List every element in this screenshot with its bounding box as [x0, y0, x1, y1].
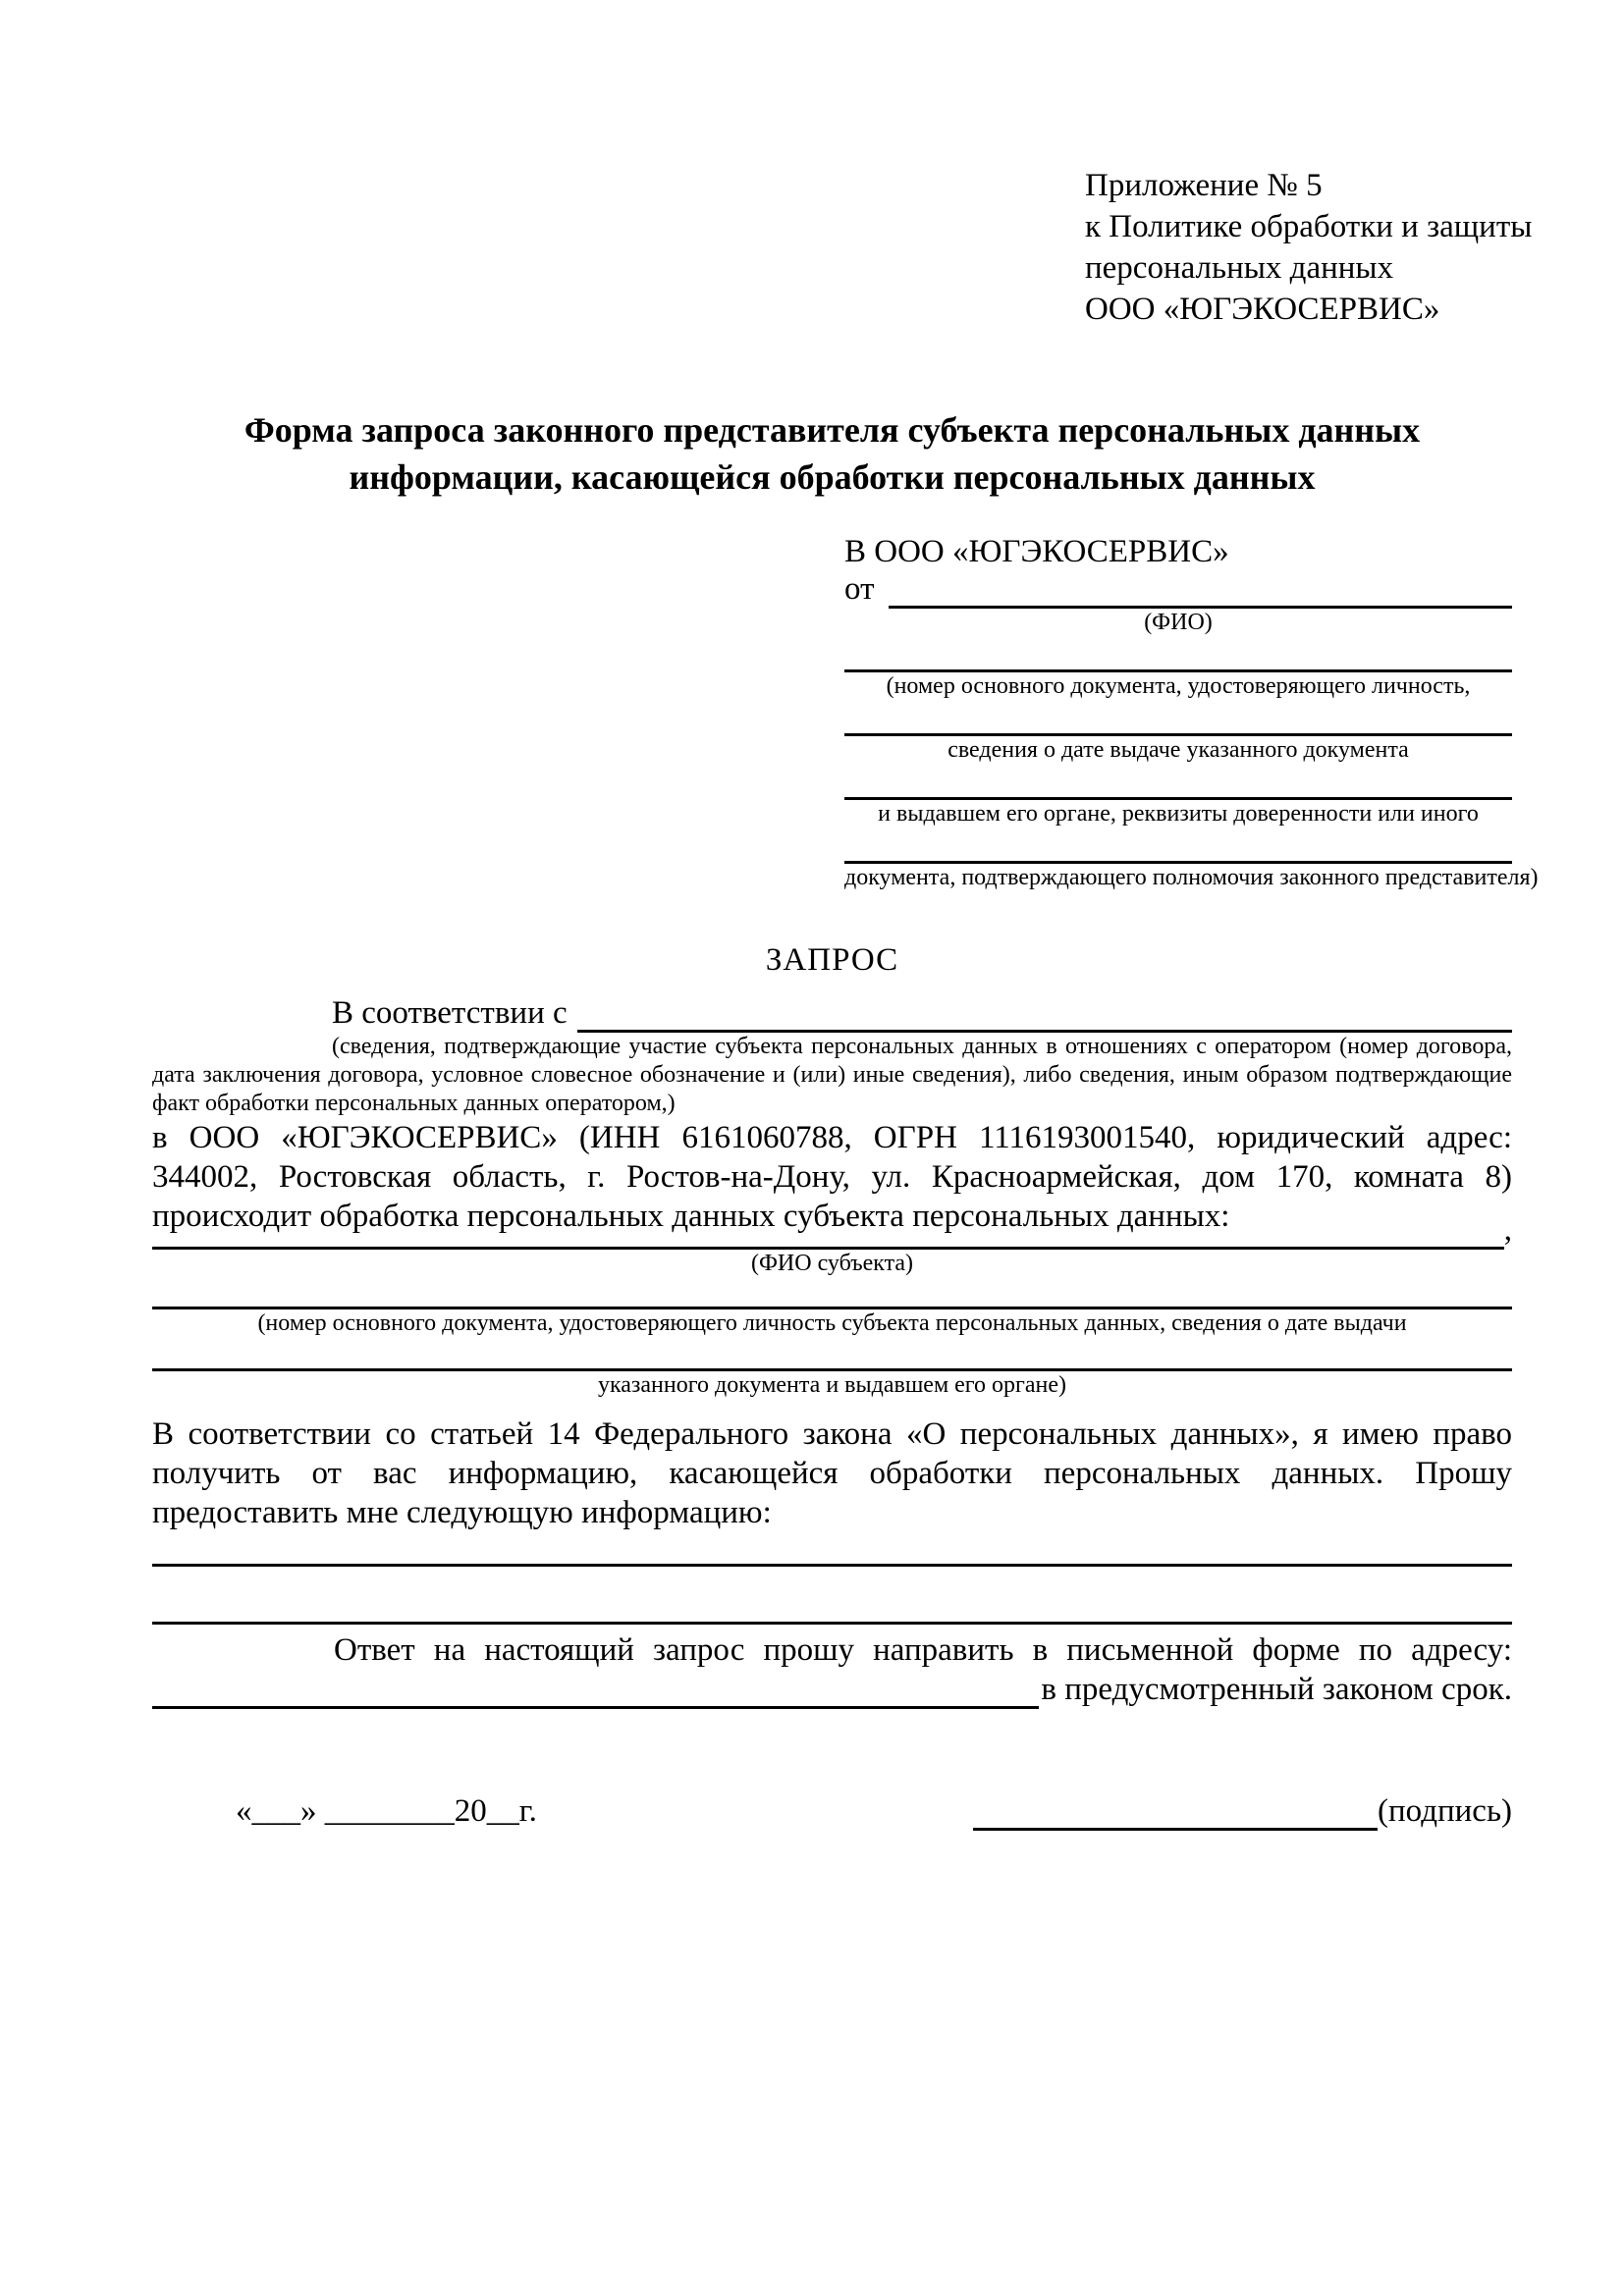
from-field — [844, 571, 1512, 609]
signature-field — [973, 1791, 1512, 1831]
appendix-line: персональных данных — [1085, 250, 1394, 286]
address-field — [152, 1670, 1512, 1709]
blank-field-line — [844, 700, 1512, 736]
subject-doc-caption: указанного документа и выдавшем его органе) — [597, 1372, 1067, 1398]
appendix-line: ООО «ЮГЭКОСЕРВИС» — [1085, 292, 1440, 327]
signature-row — [152, 1791, 1512, 1831]
request-heading: ЗАПРОС — [765, 942, 899, 978]
field-caption: сведения о дате выдаче указанного документа — [947, 737, 1409, 763]
blank-field-line — [844, 764, 1512, 800]
field-caption: и выдавшем его органе, реквизиты доверенности или иного — [878, 801, 1479, 827]
appendix-line: Приложение № 5 — [1085, 168, 1323, 203]
subject-doc-blank-line — [152, 1277, 1512, 1309]
addressee-to: В ООО «ЮГЭКОСЕРВИС» — [844, 534, 1229, 569]
info-blank-line — [152, 1567, 1512, 1625]
addressee-block — [844, 532, 1539, 891]
subject-fio-field — [152, 1212, 1512, 1250]
field-caption: документа, подтверждающего полномочия законного представителя) — [844, 865, 1539, 890]
fio-caption: (ФИО) — [1144, 610, 1213, 635]
date-field: «___» ________20__г. — [236, 1793, 537, 1829]
answer-tail: в предусмотренный законом срок. — [1041, 1672, 1512, 1707]
from-label: от — [844, 571, 875, 607]
blank-field-line — [844, 636, 1512, 672]
law-paragraph: В соответствии со статьей 14 Федерального закона «О персональных данных», я имею право получить от вас информацию, касающейся обработки персональных данных. Прошу предоставить мне следующую информацию: — [152, 1416, 1512, 1530]
info-blank-line — [152, 1532, 1512, 1567]
subject-fio-caption: (ФИО субъекта) — [750, 1251, 914, 1276]
accordance-note: (сведения, подтверждающие участие субъекта персональных данных в отношениях с оператором (номер договора, дата заключения договора, условное словесное обозначение и (или) иные сведения), либо сведения, иным образом подтверждающие факт обработки персональных данных оператором,) — [152, 1034, 1512, 1116]
comma-mark: , — [1503, 1212, 1512, 1248]
operator-paragraph: в ООО «ЮГЭКОСЕРВИС» (ИНН 6161060788, ОГРН 1116193001540, юридический адрес: 344002, Ростовская область, г. Ростов-на-Дону, ул. Красноармейская, дом 170, комната 8) происходит обработка персональных данных субъекта персональных данных: — [152, 1120, 1512, 1234]
appendix-block — [1085, 165, 1533, 330]
signature-caption: (подпись) — [1378, 1793, 1512, 1829]
document-title — [152, 406, 1512, 501]
field-caption: (номер основного документа, удостоверяющего личность, — [886, 673, 1471, 699]
blank-field-line — [844, 828, 1512, 864]
accordance-label: В соответствии с — [332, 995, 568, 1031]
subject-doc-caption: (номер основного документа, удостоверяющего личность субъекта персональных данных, сведения о дате выдачи — [257, 1310, 1407, 1336]
appendix-line: к Политике обработки и защиты — [1085, 209, 1533, 244]
document-title-line: Форма запроса законного представителя субъекта персональных данных — [244, 410, 1421, 450]
document-title-line: информации, касающейся обработки персональных данных — [349, 457, 1316, 497]
subject-doc-blank-line — [152, 1337, 1512, 1371]
address-blank-line — [152, 1706, 1039, 1709]
signature-blank-line — [973, 1794, 1378, 1831]
answer-lead: Ответ на настоящий запрос прошу направить в письменной форме по адресу: — [334, 1632, 1512, 1668]
accordance-field — [152, 993, 1512, 1033]
